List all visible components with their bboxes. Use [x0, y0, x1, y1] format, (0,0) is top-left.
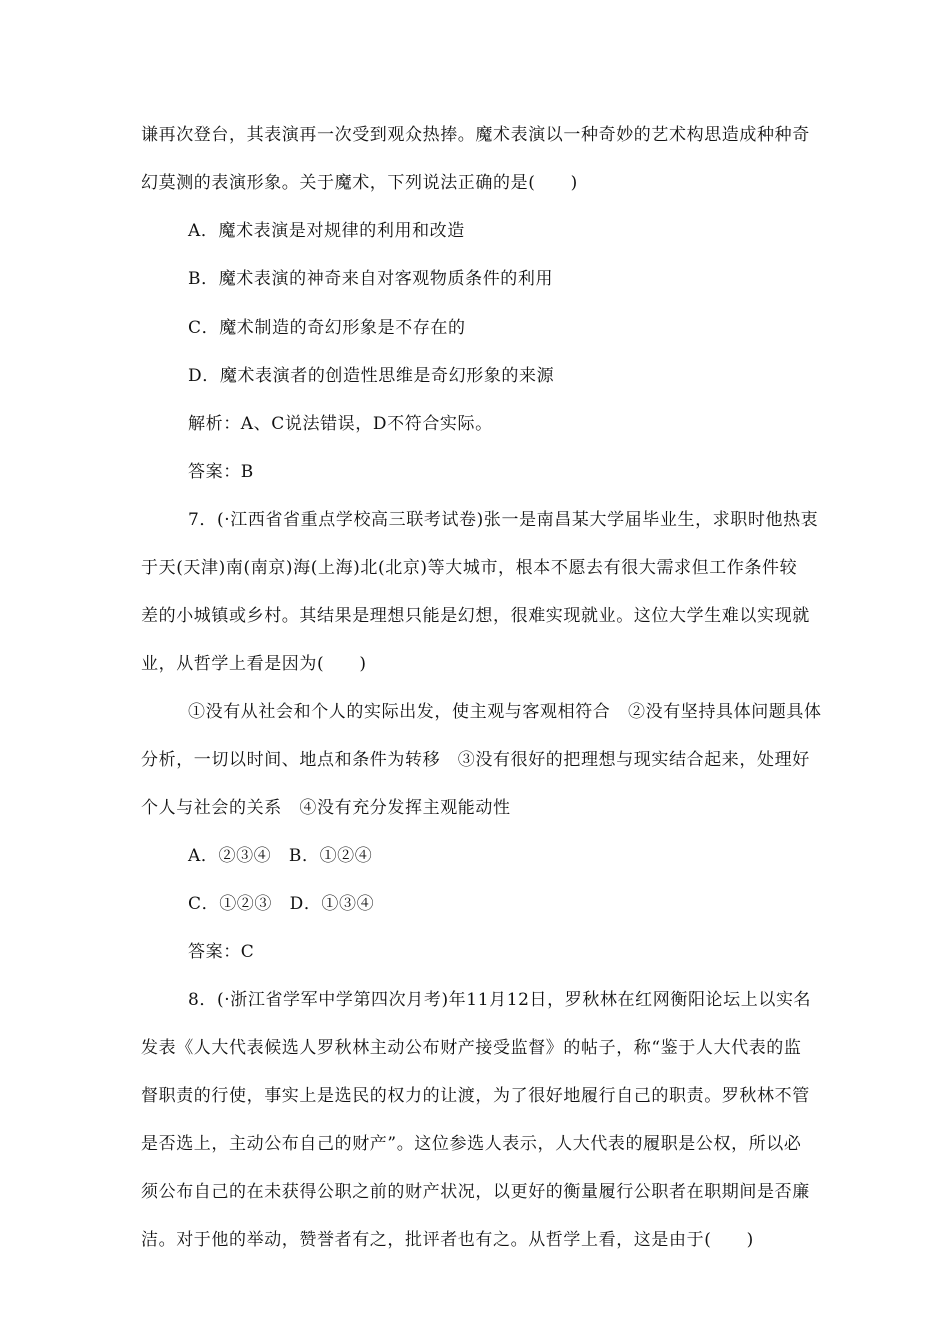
question-7-text-line: 业，从哲学上看是因为( ): [141, 654, 367, 674]
question-6-text-line: 幻莫测的表演形象。关于魔术，下列说法正确的是( ): [141, 173, 578, 193]
question-8-text-line: 洁。对于他的举动，赞誉者有之，批评者也有之。从哲学上看，这是由于( ): [141, 1230, 754, 1250]
question-6-option-d: D．魔术表演者的创造性思维是奇幻形象的来源: [188, 366, 555, 386]
question-8-text-line: 督职责的行使，事实上是选民的权力的让渡，为了很好地履行自己的职责。罗秋林不管: [141, 1086, 810, 1106]
question-7-text-line: 7．(·江西省省重点学校高三联考试卷)张一是南昌某大学届毕业生，求职时他热衷: [188, 510, 819, 530]
question-6-option-c: C．魔术制造的奇幻形象是不存在的: [188, 318, 466, 338]
question-7-options-cd: C．①②③ D．①③④: [188, 894, 375, 914]
question-7-answer: 答案：C: [188, 942, 255, 962]
question-6-analysis: 解析：A、C说法错误，D不符合实际。: [188, 414, 493, 434]
question-7-options-ab: A．②③④ B．①②④: [188, 846, 373, 866]
question-8-text-line: 是否选上，主动公布自己的财产”。这位参选人表示，人大代表的履职是公权，所以必: [141, 1134, 802, 1154]
question-6-option-b: B．魔术表演的神奇来自对客观物质条件的利用: [188, 269, 554, 289]
question-7-text-line: 差的小城镇或乡村。其结果是理想只能是幻想，很难实现就业。这位大学生难以实现就: [141, 606, 810, 626]
question-8-text-line: 须公布自己的在未获得公职之前的财产状况，以更好的衡量履行公职者在职期间是否廉: [141, 1182, 810, 1202]
question-6-answer: 答案：B: [188, 462, 254, 482]
question-8-text-line: 8．(·浙江省学军中学第四次月考)年11月12日，罗秋林在红网衡阳论坛上以实名: [188, 990, 812, 1010]
question-8-text-line: 发表《人大代表候选人罗秋林主动公布财产接受监督》的帖子，称“鉴于人大代表的监: [141, 1038, 802, 1058]
question-7-items-line: 个人与社会的关系 ④没有充分发挥主观能动性: [141, 798, 511, 818]
question-7-text-line: 于天(天津)南(南京)海(上海)北(北京)等大城市，根本不愿去有很大需求但工作条件较: [141, 558, 798, 578]
question-6-option-a: A．魔术表演是对规律的利用和改造: [188, 221, 465, 241]
question-7-items-line: ①没有从社会和个人的实际出发，使主观与客观相符合 ②没有坚持具体问题具体: [188, 702, 822, 722]
question-6-text-line: 谦再次登台，其表演再一次受到观众热捧。魔术表演以一种奇妙的艺术构思造成种种奇: [141, 125, 810, 145]
question-7-items-line: 分析，一切以时间、地点和条件为转移 ③没有很好的把理想与现实结合起来，处理好: [141, 750, 810, 770]
